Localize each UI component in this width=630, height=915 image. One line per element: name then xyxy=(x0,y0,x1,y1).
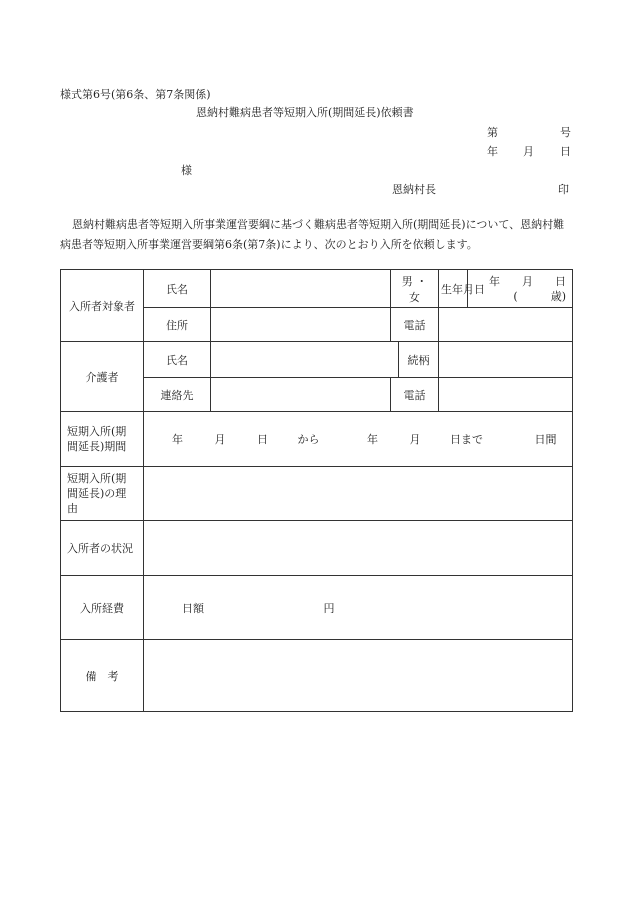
relation-field[interactable] xyxy=(439,342,573,378)
date-day: 日 xyxy=(560,145,571,158)
caregiver-phone-field[interactable] xyxy=(439,378,573,412)
address-label: 住所 xyxy=(144,308,211,342)
patient-name-label: 氏名 xyxy=(144,270,211,308)
caregiver-label: 介護者 xyxy=(61,342,144,412)
phone-label: 電話 xyxy=(391,308,439,342)
expense-label: 入所経費 xyxy=(61,576,144,640)
reason-label: 短期入所(期間延長)の理由 xyxy=(61,467,144,521)
phone-field[interactable] xyxy=(439,308,573,342)
period-field[interactable] xyxy=(144,412,573,467)
sender-name: 恩納村長 xyxy=(392,183,436,196)
addressee-suffix: 様 xyxy=(181,164,192,177)
relation-label: 続柄 xyxy=(399,342,439,378)
period-from-year: 年 xyxy=(172,433,183,446)
period-to-year: 年 xyxy=(367,433,378,446)
birthdate-label: 生年月日 xyxy=(439,270,468,308)
caregiver-phone-label: 電話 xyxy=(391,378,439,412)
number-suffix: 号 xyxy=(560,126,571,139)
caregiver-name-label: 氏名 xyxy=(144,342,211,378)
contact-label: 連絡先 xyxy=(144,378,211,412)
request-body-text: 恩納村難病患者等短期入所事業運営要綱に基づく難病患者等短期入所(期間延長)について、恩納村難病患者等短期入所事業運営要綱第6条(第7条)により、次のとおり入所を依頼します。 xyxy=(60,218,565,251)
contact-field[interactable] xyxy=(211,378,391,412)
period-from-kara: から xyxy=(297,433,320,446)
period-label: 短期入所(期間延長)期間 xyxy=(61,412,144,467)
patient-label: 入所者対象者 xyxy=(61,270,144,342)
remarks-label: 備 考 xyxy=(61,640,144,712)
status-label: 入所者の状況 xyxy=(61,521,144,576)
date-year: 年 xyxy=(487,145,498,158)
reason-field[interactable] xyxy=(144,467,573,521)
form-number: 様式第6号(第6条、第7条関係) xyxy=(60,88,211,101)
address-field[interactable] xyxy=(211,308,391,342)
number-prefix: 第 xyxy=(487,126,498,139)
expense-field[interactable] xyxy=(144,576,573,640)
document-title: 恩納村難病患者等短期入所(期間延長)依頼書 xyxy=(196,106,414,119)
sex-options[interactable]: 男 ・ 女 xyxy=(391,270,439,308)
patient-name-field[interactable] xyxy=(211,270,391,308)
period-from-month: 月 xyxy=(214,433,226,446)
period-to-month: 月 xyxy=(409,433,421,446)
date-month: 月 xyxy=(523,145,534,158)
period-to-day: 日まで xyxy=(450,433,483,446)
birthdate-age: ( 歳) xyxy=(513,289,566,303)
period-days: 日間 xyxy=(534,433,557,446)
seal-mark: 印 xyxy=(558,183,569,196)
request-form-table xyxy=(60,269,573,712)
yen-unit: 円 xyxy=(323,601,335,615)
status-field[interactable] xyxy=(144,521,573,576)
daily-amount-label: 日額 xyxy=(182,601,204,615)
remarks-field[interactable] xyxy=(144,640,573,712)
period-from-day: 日 xyxy=(257,433,268,446)
birthdate-ymd: 年 月 日 xyxy=(489,274,566,288)
caregiver-name-field[interactable] xyxy=(211,342,399,378)
